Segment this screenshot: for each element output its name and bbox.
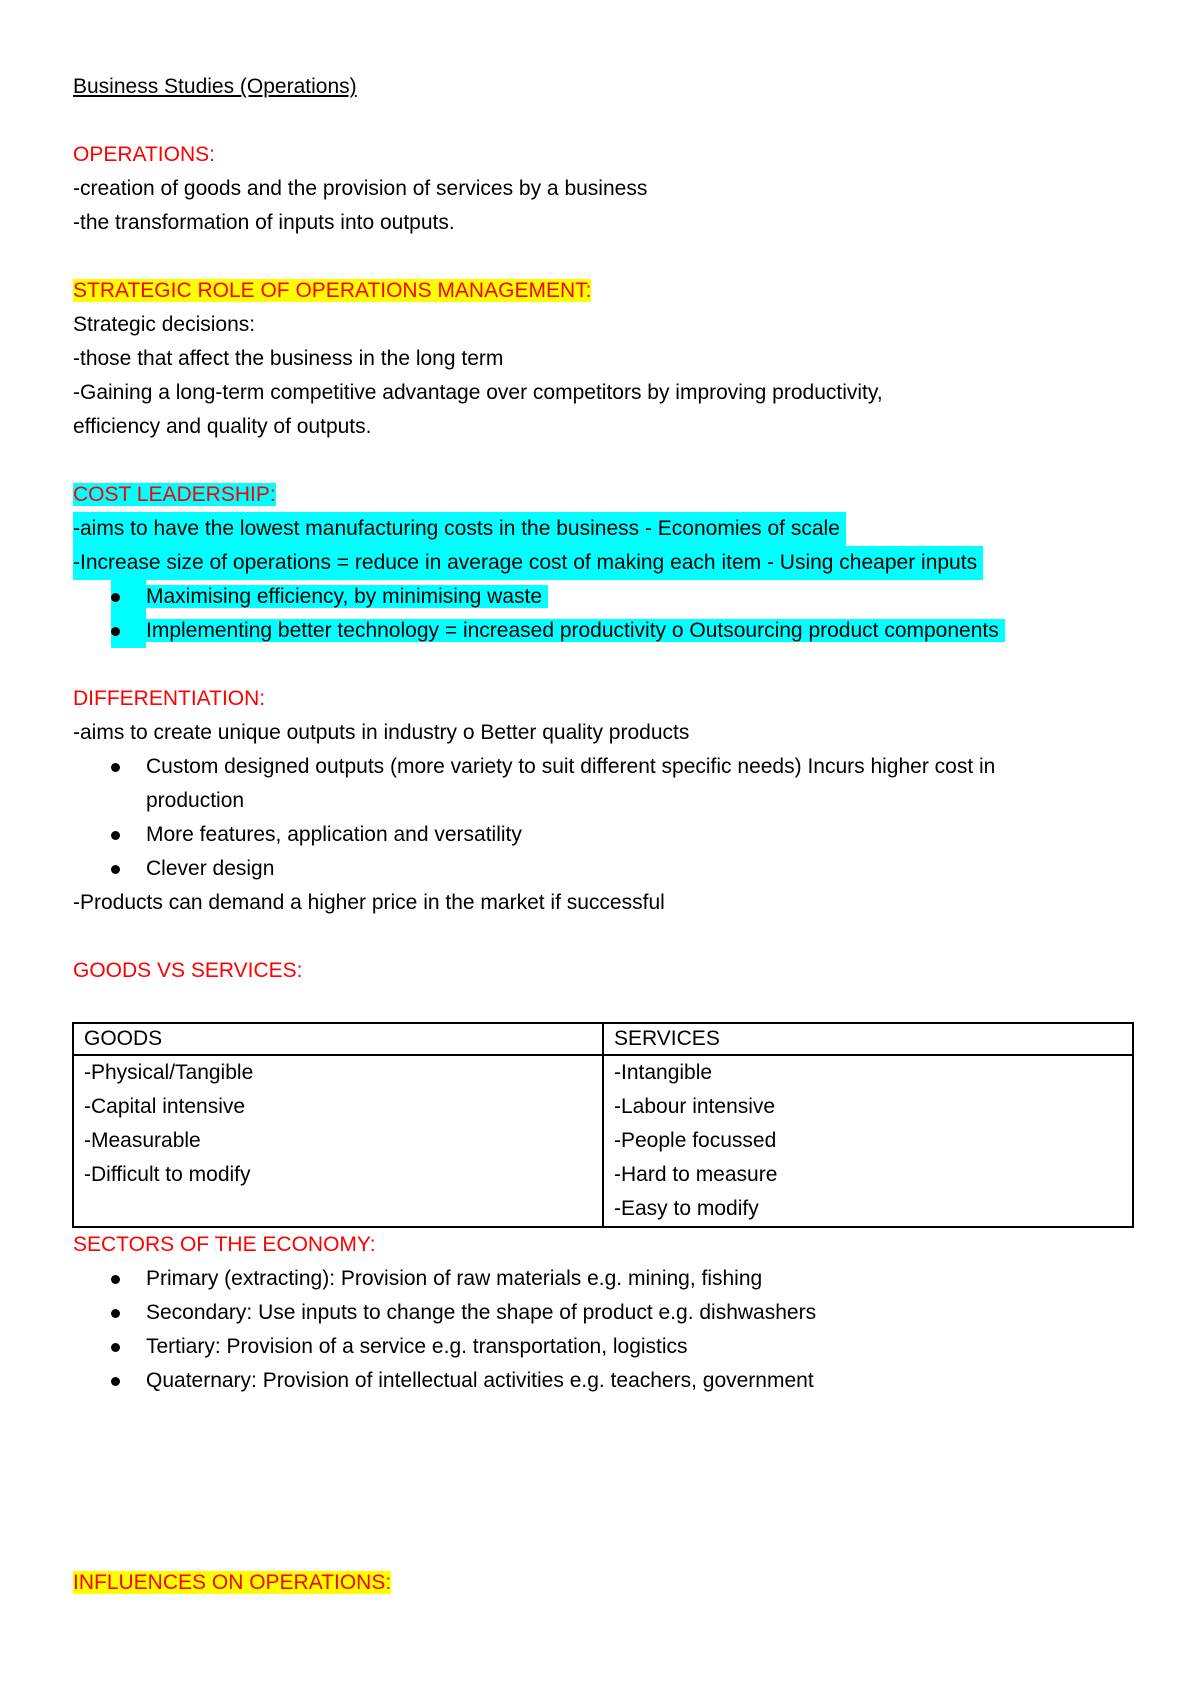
differentiation-heading: DIFFERENTIATION: (73, 687, 266, 710)
goods-services-table (72, 1022, 1134, 1228)
services-item: -People focussed (614, 1129, 777, 1152)
cost-leadership-line: -aims to have the lowest manufacturing costs in the business - Economies of scale (73, 512, 846, 546)
blank-line (73, 240, 1133, 274)
list-item: More features, application and versatility (73, 818, 1133, 852)
services-header: SERVICES (603, 1023, 1133, 1055)
page-whitespace (73, 1398, 1133, 1566)
bullet-icon (111, 763, 120, 772)
services-item: -Hard to measure (614, 1163, 778, 1186)
document-page (73, 70, 1133, 1600)
cost-leadership-line: -Increase size of operations = reduce in average cost of making each item - Using cheaper inputs (73, 546, 983, 580)
list-item: Implementing better technology = increased productivity o Outsourcing product components (73, 614, 1133, 648)
goods-cell (73, 1055, 603, 1227)
blank-line (73, 988, 1133, 1022)
operations-heading: OPERATIONS: (73, 143, 215, 166)
cost-leadership-heading: COST LEADERSHIP: (73, 483, 276, 506)
table-header-row (73, 1023, 1133, 1055)
strategic-line: Strategic decisions: (73, 313, 256, 336)
sectors-bullets (73, 1262, 1133, 1398)
differentiation-outro: -Products can demand a higher price in the market if successful (73, 891, 665, 914)
list-item: Quaternary: Provision of intellectual activities e.g. teachers, government (73, 1364, 1133, 1398)
goods-item: -Measurable (84, 1129, 201, 1152)
differentiation-intro: -aims to create unique outputs in industry o Better quality products (73, 721, 690, 744)
services-item: -Easy to modify (614, 1197, 759, 1220)
blank-line (73, 104, 1133, 138)
strategic-line: efficiency and quality of outputs. (73, 415, 372, 438)
bullet-icon (111, 1377, 120, 1386)
bullet-icon (111, 1275, 120, 1284)
influences-heading-row (73, 1566, 1133, 1600)
bullet-icon (111, 1309, 120, 1318)
operations-line: -the transformation of inputs into outputs. (73, 211, 455, 234)
sectors-heading: SECTORS OF THE ECONOMY: (73, 1233, 376, 1256)
list-item: Clever design (73, 852, 1133, 886)
list-item: Maximising efficiency, by minimising waste (73, 580, 1133, 614)
goods-item: -Capital intensive (84, 1095, 246, 1118)
strategic-line: -Gaining a long-term competitive advantage over competitors by improving productivity, (73, 381, 883, 404)
bullet-icon (111, 593, 120, 602)
strategic-line: -those that affect the business in the long term (73, 347, 504, 370)
bullet-icon (111, 865, 120, 874)
blank-line (73, 920, 1133, 954)
table-row (73, 1055, 1133, 1227)
operations-line: -creation of goods and the provision of services by a business (73, 177, 648, 200)
goods-item: -Difficult to modify (84, 1163, 251, 1186)
cost-leadership-heading-row (73, 478, 1133, 512)
document-title: Business Studies (Operations) (73, 75, 357, 98)
cost-leadership-line-row (73, 512, 1133, 546)
goods-vs-services-heading: GOODS VS SERVICES: (73, 959, 303, 982)
differentiation-bullets (73, 750, 1133, 886)
blank-line (73, 648, 1133, 682)
influences-heading: INFLUENCES ON OPERATIONS: (73, 1571, 392, 1594)
strategic-heading-row (73, 274, 1133, 308)
list-item: Custom designed outputs (more variety to suit different specific needs) Incurs higher cost in production (73, 750, 1133, 818)
goods-header: GOODS (73, 1023, 603, 1055)
list-item: Primary (extracting): Provision of raw materials e.g. mining, fishing (73, 1262, 1133, 1296)
goods-item: -Physical/Tangible (84, 1061, 254, 1084)
cost-leadership-bullets (73, 580, 1133, 648)
bullet-icon (111, 1343, 120, 1352)
blank-line (73, 444, 1133, 478)
list-item: Tertiary: Provision of a service e.g. transportation, logistics (73, 1330, 1133, 1364)
cost-leadership-line-row (73, 546, 1133, 580)
services-item: -Intangible (614, 1061, 713, 1084)
services-cell (603, 1055, 1133, 1227)
list-item: Secondary: Use inputs to change the shape of product e.g. dishwashers (73, 1296, 1133, 1330)
strategic-heading: STRATEGIC ROLE OF OPERATIONS MANAGEMENT: (73, 279, 592, 302)
services-item: -Labour intensive (614, 1095, 776, 1118)
bullet-icon (111, 627, 120, 636)
bullet-icon (111, 831, 120, 840)
